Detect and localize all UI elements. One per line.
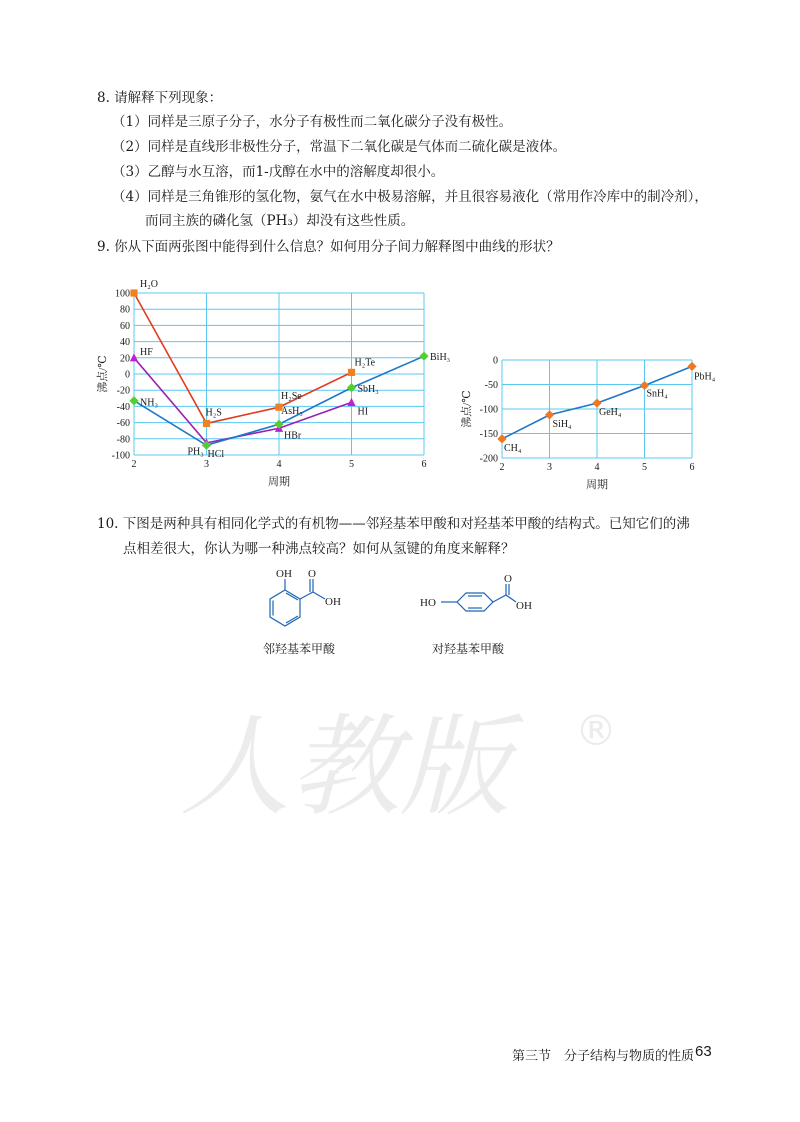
boiling-point-chart-1 [88, 278, 468, 493]
y-tick-label: 0 [493, 355, 498, 367]
y-tick-label: 20 [120, 353, 130, 365]
para-name: 对羟基苯甲酸 [432, 642, 505, 656]
para-ho-label: HO [420, 597, 436, 609]
data-point-label: H₂Te [354, 357, 376, 369]
data-point-label: CH₄ [504, 442, 522, 454]
chart-1-svg [88, 278, 468, 493]
data-point-label: SnH₄ [646, 388, 668, 400]
y-tick-label: -50 [484, 380, 498, 391]
data-point-marker [130, 289, 137, 296]
para-o-label: O [504, 573, 512, 585]
data-point-label: HI [357, 406, 369, 418]
boiling-point-chart-2 [455, 350, 735, 500]
para-acid-oh-label: OH [516, 600, 532, 612]
y-tick-label: 60 [120, 320, 130, 332]
data-point-marker [348, 369, 355, 376]
x-tick-label: 2 [131, 459, 137, 470]
q10-line-1: 10. 下图是两种具有相同化学式的有机物——邻羟基苯甲酸和对羟基苯甲酸的结构式。已知它们的沸 [97, 516, 690, 532]
x-tick-label: 5 [642, 462, 647, 473]
q10-line-2: 点相差很大，你认为哪一种沸点较高？如何从氢键的角度来解释？ [123, 541, 515, 557]
watermark-svg [170, 690, 630, 840]
data-point-label: HCl [207, 448, 225, 460]
y-axis-label: 沸点/℃ [97, 355, 109, 393]
x-axis-label: 周期 [268, 476, 290, 488]
q9-title: 9. 你从下面两张图中能得到什么信息？如何用分子间力解释图中曲线的形状？ [97, 239, 560, 255]
data-point-label: H₂O [140, 279, 158, 290]
data-point-marker [130, 353, 138, 361]
ortho-name: 邻羟基苯甲酸 [263, 642, 336, 656]
q8-item-4-cont: 而同主族的磷化氢（PH₃）却没有这些性质。 [145, 213, 415, 229]
ortho-hydroxybenzoic-acid-structure [255, 565, 365, 635]
data-point-label: HBr [284, 430, 302, 442]
publisher-watermark [170, 690, 630, 844]
data-point-marker [129, 396, 138, 405]
y-tick-label: -100 [479, 404, 498, 416]
ortho-structure-svg [255, 565, 365, 635]
x-tick-label: 3 [547, 462, 552, 473]
footer-section-title: 第三节 分子结构与物质的性质 [512, 1049, 695, 1064]
y-tick-label: -40 [116, 401, 130, 413]
data-point-label: PbH₄ [694, 371, 716, 383]
y-tick-label: -20 [116, 385, 130, 397]
x-tick-label: 6 [689, 462, 695, 473]
watermark-registered-mark: ® [575, 706, 617, 755]
y-tick-label: -200 [479, 453, 498, 465]
y-tick-label: 80 [120, 304, 130, 316]
page-number: 63 [695, 1043, 712, 1060]
data-point-label: H₂Se [281, 391, 302, 403]
q8-item-3: （3）乙醇与水互溶，而1-戊醇在水中的溶解度却很小。 [112, 164, 445, 180]
para-structure-svg [415, 575, 545, 630]
q8-title: 8. 请解释下列现象： [97, 90, 223, 106]
x-tick-label: 5 [349, 459, 354, 470]
ortho-oh-label: OH [276, 568, 292, 580]
x-axis-label: 周期 [586, 479, 608, 491]
data-point-label: H₂S [205, 407, 222, 419]
q8-item-1: （1）同样是三原子分子，水分子有极性而二氧化碳分子没有极性。 [112, 114, 513, 130]
x-tick-label: 4 [276, 459, 282, 470]
chart-2-svg [455, 350, 735, 500]
y-tick-label: -60 [116, 418, 130, 430]
series-line [134, 358, 352, 443]
data-point-label: GeH₄ [599, 407, 622, 419]
x-tick-label: 2 [499, 462, 505, 473]
ortho-o-label: O [308, 568, 316, 580]
data-point-label: AsH₃ [281, 406, 303, 418]
para-hydroxybenzoic-acid-structure [415, 575, 545, 630]
data-point-label: HF [140, 346, 153, 358]
watermark-text: 人教版 [180, 703, 510, 831]
data-point-marker [687, 362, 696, 371]
y-tick-label: -100 [111, 450, 130, 462]
data-point-label: NH₃ [140, 397, 158, 409]
y-tick-label: 0 [125, 369, 130, 381]
x-tick-label: 4 [594, 462, 600, 473]
y-tick-label: -80 [116, 434, 130, 446]
data-point-marker [203, 420, 210, 427]
x-tick-label: 3 [204, 459, 209, 470]
data-point-marker [347, 398, 355, 406]
y-tick-label: -150 [479, 429, 498, 440]
y-tick-label: 40 [120, 337, 130, 349]
data-point-label: BiH₃ [430, 352, 451, 364]
data-point-label: PH₃ [187, 446, 204, 458]
data-point-marker [419, 352, 428, 361]
x-tick-label: 6 [421, 459, 427, 470]
y-axis-label: 沸点/℃ [461, 390, 473, 428]
ortho-acid-oh-label: OH [325, 596, 341, 608]
data-point-label: SbH₃ [357, 383, 379, 395]
y-tick-label: 100 [115, 288, 130, 300]
data-point-marker [347, 383, 356, 392]
data-point-label: SiH₄ [552, 418, 572, 430]
q8-item-4: （4）同样是三角锥形的氢化物，氨气在水中极易溶解，并且很容易液化（常用作冷库中的制冷剂）， [112, 189, 708, 205]
q8-item-2: （2）同样是直线形非极性分子，常温下二氧化碳是气体而二硫化碳是液体。 [112, 139, 567, 155]
